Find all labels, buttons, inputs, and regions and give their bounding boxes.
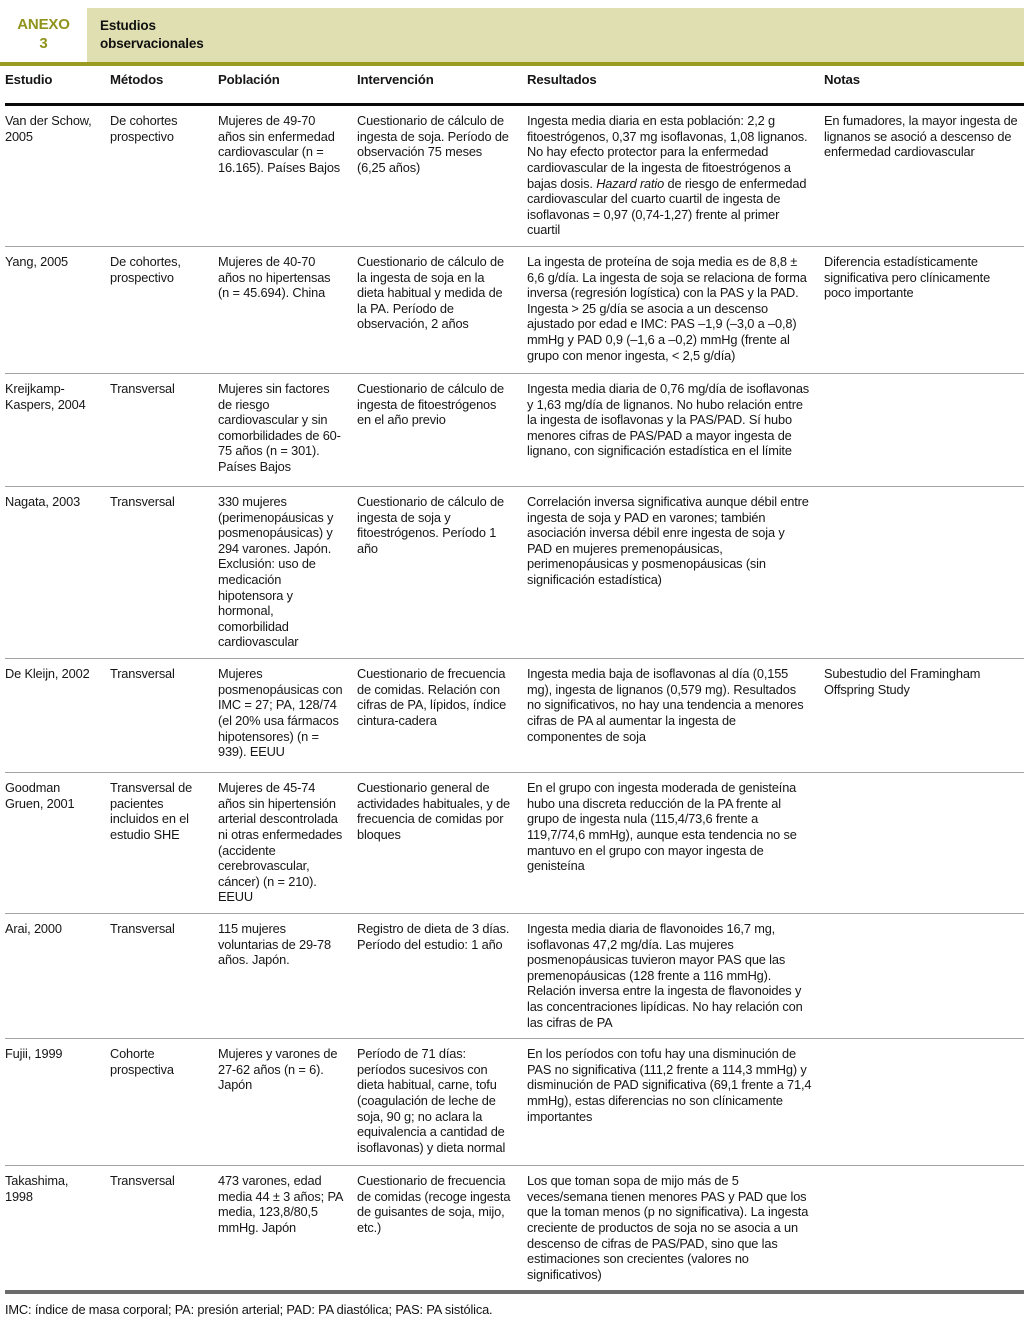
cell-resultados [527, 666, 824, 772]
column-header-estudio: Estudio [5, 72, 53, 87]
cell-notas: En fumadores, la mayor ingesta de lignanos se asoció a descenso de enfermedad cardiovascular [824, 113, 1018, 160]
cell-metodos: Transversal de pacientes incluidos en el estudio SHE [110, 780, 193, 842]
column-header-intervencion: Intervención [357, 72, 434, 87]
cell-estudio: Kreijkamp-Kaspers, 2004 [5, 380, 86, 412]
resultados-text: Ingesta media diaria de flavonoides 16,7 mg, isoflavonas 47,2 mg/día. Las mujeres posmenopáusicas tuvieron mayor PAS que las premenopáusicas (128 frente a 116 mmHg). Relación inversa entre la ingesta de flavonoides y las concentraciones lipídicas. No hay relación con las cifras de PA [527, 920, 803, 1030]
cell-intervencion: Cuestionario de cálculo de la ingesta de soja en la dieta habitual y medida de la PA. Período de observación, 2 años [357, 253, 504, 332]
cell-intervencion: Cuestionario de frecuencia de comidas. Relación con cifras de PA, lípidos, índice cintura-cadera [357, 666, 507, 728]
cell-intervencion: Cuestionario de frecuencia de comidas (recoge ingesta de guisantes de soja, mijo, etc.) [357, 1173, 511, 1236]
cell-poblacion: Mujeres de 45-74 años sin hipertensión arterial descontrolada ni otras enfermedades (accidente cerebrovascular, cáncer) (n = 210). EEUU [218, 780, 343, 905]
cell-poblacion: 330 mujeres (perimenopáusicas y posmenopáusicas) y 294 varones. Japón. Exclusión: uso de medicación hipotensora y hormonal, comorbilidad cardiovascular [218, 493, 334, 650]
cell-metodos: Cohorte prospectiva [110, 1046, 174, 1077]
cell-intervencion: Cuestionario de cálculo de ingesta de soja. Período de observación 75 meses (6,25 años) [357, 113, 509, 175]
cell-estudio: De Kleijn, 2002 [5, 666, 90, 682]
cell-intervencion: Registro de dieta de 3 días. Período del estudio: 1 año [357, 920, 510, 952]
table-row [5, 1039, 1024, 1166]
banner-strip [87, 8, 1024, 62]
cell-notas [824, 1046, 1024, 1165]
table-row [5, 773, 1024, 914]
column-header-resultados: Resultados [527, 72, 597, 87]
cell-notas [824, 381, 1024, 486]
resultados-text: La ingesta de proteína de soja media es de 8,8 ± 6,6 g/día. La ingesta de soja se relaciona de forma inversa (regresión logística) con la PAS y la PAD. Ingesta > 25 g/día se asocia a un descenso ajustado por edad e IMC: PAS –1,9 (–3,0 a –0,8) mmHg y PAD 0,9 (–1,6 a –0,2) mmHg (frente al grupo con menor ingesta, < 2,5 g/día) [527, 253, 807, 363]
cell-poblacion: Mujeres de 49-70 años sin enfermedad cardiovascular (n = 16.165). Países Bajos [218, 113, 341, 175]
cell-estudio: Fujii, 1999 [5, 1046, 63, 1062]
cell-notas [824, 494, 1024, 658]
cell-notas [824, 1173, 1024, 1290]
cell-resultados [527, 921, 824, 1038]
cell-resultados [527, 381, 824, 486]
studies-table [0, 66, 1024, 1290]
resultados-text: Correlación inversa significativa aunque débil entre ingesta de soja y PAD en varones; también asociación inversa débil enre ingesta de soja y PAD en mujeres premenopáusicas, perimenopáusicas y posmenopáusicas (sin significación estadística) [527, 493, 809, 588]
column-header-notas: Notas [824, 72, 860, 87]
cell-estudio: Takashima, 1998 [5, 1173, 69, 1204]
table-row [5, 487, 1024, 659]
cell-notas: Subestudio del Framingham Offspring Study [824, 666, 981, 697]
resultados-text: Los que toman sopa de mijo más de 5 veces/semana tienen menores PAS y PAD que los que la toman menos (p no significativa). La ingesta creciente de productos de soja no se asocia a un descenso de cifras de PAS/PAD, sino que las estimaciones son crecientes (valores no significativos) [527, 1173, 809, 1282]
table-body [5, 106, 1024, 1290]
resultados-text: de riesgo de enfermedad cardiovascular del cuarto cuartil de ingesta de isoflavonas = 0,97 (0,74-1,27) frente al primer cuartil [527, 175, 807, 238]
column-header-poblacion: Población [218, 72, 280, 87]
table-row [5, 659, 1024, 773]
table-row [5, 914, 1024, 1039]
cell-poblacion: Mujeres de 40-70 años no hipertensas (n = 45.694). China [218, 253, 331, 301]
resultados-italic-text: Hazard ratio [596, 175, 665, 191]
resultados-text: Ingesta media diaria de 0,76 mg/día de isoflavonas y 1,63 mg/día de lignanos. No hubo relación entre la ingesta de isoflavonas y la PAS/PAD. Sí hubo menores cifras de PAS/PAD a mayor ingesta de lignano, con significación estadística en el límite [527, 380, 810, 459]
cell-notas [824, 780, 1024, 913]
cell-intervencion: Cuestionario de cálculo de ingesta de fitoestrógenos en el año previo [357, 380, 504, 428]
cell-estudio: Van der Schow, 2005 [5, 113, 92, 144]
annex-badge [0, 8, 87, 62]
table-header-row [5, 66, 1024, 106]
resultados-text: Ingesta media baja de isoflavonas al día (0,155 mg), ingesta de lignanos (0,579 mg). Resultados no significativos, no hay una tendencia a menores cifras de PA al aumentar la ingesta de componentes de soja [527, 666, 804, 744]
cell-resultados [527, 113, 824, 246]
column-header-metodos: Métodos [110, 72, 164, 87]
cell-intervencion: Cuestionario de cálculo de ingesta de soja y fitoestrógenos. Período 1 año [357, 493, 504, 556]
cell-metodos: Transversal [110, 920, 175, 936]
cell-poblacion: Mujeres y varones de 27-62 años (n = 6). Japón [218, 1046, 338, 1093]
resultados-text: En los períodos con tofu hay una disminución de PAS no significativa (111,2 frente a 114,3 mmHg) y disminución de PAD significativa (69,1 frente a 71,4 mmHg), estas diferencias no son clínicamente importantes [527, 1046, 812, 1124]
cell-estudio: Arai, 2000 [5, 920, 62, 936]
cell-estudio: Yang, 2005 [5, 253, 69, 269]
cell-poblacion: Mujeres posmenopáusicas con IMC = 27; PA, 128/74 (el 20% usa fármacos hipotensores) (n = 939). EEUU [218, 666, 343, 760]
resultados-text: Ingesta media diaria en esta población: 2,2 g fitoestrógenos, 0,37 mg isoflavonas, 1,08 lignanos. No hay efecto protector para la enfermedad cardiovascular de la ingesta de fitoestrógenos a bajas dosis. [527, 113, 808, 191]
cell-poblacion: 115 mujeres voluntarias de 29-78 años. Japón. [218, 920, 331, 968]
annex-banner [0, 8, 1024, 62]
resultados-text: En el grupo con ingesta moderada de genisteína hubo una discreta reducción de la PA frente al grupo de ingesta nula (115,4/73,6 frente a 119,7/74,6 mmHg), aunque esta tendencia no se mantuvo en el grupo con mayor ingesta de genisteína [527, 780, 797, 874]
annex-number: 3 [39, 35, 48, 52]
cell-notas: Diferencia estadísticamente significativa pero clínicamente poco importante [824, 253, 991, 301]
cell-notas [824, 921, 1024, 1038]
cell-resultados [527, 780, 824, 913]
cell-poblacion: 473 varones, edad media 44 ± 3 años; PA media, 123,8/80,5 mmHg. Japón [218, 1173, 343, 1236]
table-row [5, 374, 1024, 487]
cell-estudio: Goodman Gruen, 2001 [5, 780, 75, 811]
abbreviations-footnote: IMC: índice de masa corporal; PA: presión arterial; PAD: PA diastólica; PAS: PA sistólica. [5, 1302, 493, 1318]
cell-resultados [527, 1173, 824, 1290]
table-row [5, 106, 1024, 247]
annex-label: ANEXO [17, 16, 70, 34]
table-row [5, 247, 1024, 374]
cell-resultados [527, 494, 824, 658]
cell-resultados [527, 1046, 824, 1165]
cell-estudio: Nagata, 2003 [5, 493, 81, 509]
cell-resultados [527, 254, 824, 373]
cell-metodos: De cohortes prospectivo [110, 113, 178, 144]
cell-metodos: Transversal [110, 380, 175, 396]
cell-metodos: Transversal [110, 493, 175, 509]
cell-poblacion: Mujeres sin factores de riesgo cardiovascular y sin comorbilidades de 60-75 años (n = 301). Países Bajos [218, 380, 341, 475]
banner-title: Estudios observacionales [100, 18, 204, 51]
cell-metodos: Transversal [110, 666, 175, 682]
cell-intervencion: Período de 71 días: períodos sucesivos con dieta habitual, carne, tofu (coagulación de leche de soja, 90 g; no aclara la equivalencia a cantidad de isoflavonas) y dieta normal [357, 1046, 506, 1155]
cell-metodos: De cohortes, prospectivo [110, 253, 181, 285]
table-row [5, 1166, 1024, 1290]
cell-metodos: Transversal [110, 1173, 175, 1189]
cell-intervencion: Cuestionario general de actividades habituales, y de frecuencia de comidas por bloques [357, 780, 511, 842]
